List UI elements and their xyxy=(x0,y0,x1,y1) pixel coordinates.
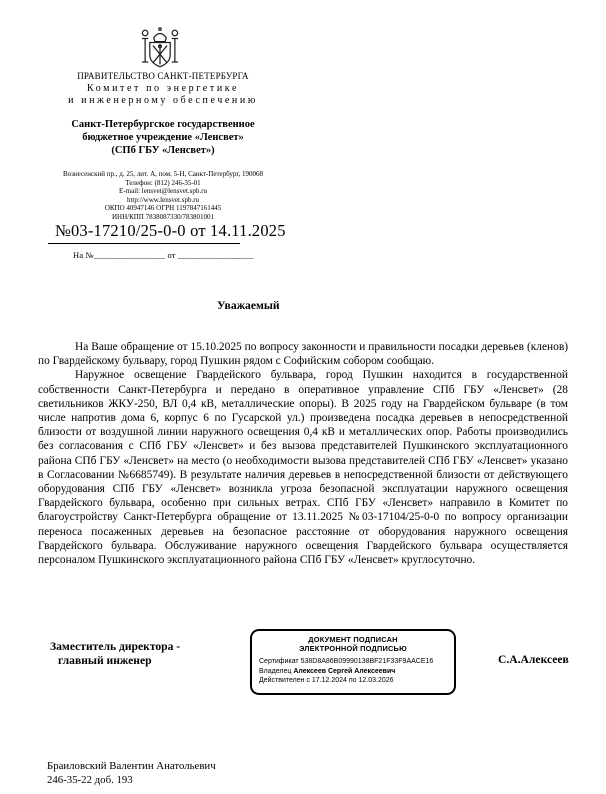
contact-address: Вознесенский пр., д. 25, лит. А, пом. 5-Н, Санкт-Петербург, 190068 xyxy=(63,170,263,178)
body-paragraph-1: На Ваше обращение от 15.10.2025 по вопросу законности и правильности посадки деревьев (кленов) по Гвардейскому бульвару, город Пушкин рядом с Софийским собором сообщаю. xyxy=(38,341,568,368)
contact-inn-kpp: ИНН/КПП 7838087330/783801001 xyxy=(111,212,215,221)
contact-phone: Телефон: (812) 246-35-01 xyxy=(125,178,201,187)
stamp-validity: Действителен с 17.12.2024 по 12.03.2026 xyxy=(259,677,394,684)
organization-name-line-2: бюджетное учреждение «Ленсвет» xyxy=(82,132,244,143)
body-paragraph-2: Наружное освещение Гвардейского бульвара, город Пушкин находится в государственной собственности Санкт-Петербурга и передано в оперативное управление СПб ГБУ «Ленсвет» (28 светильников ЖКУ-250, ВЛ 0,4 кВ, металлические опоры). В 2025 году на Гвардейском бульваре (в том числе напротив дома 6, корпус 6 по Гусарской ул.) произведена посадка деревьев в непосредственной близости от воздушной линии наружного освещения 0,4 кВ и металлических опор. Работы производились без согласования с СПб ГБУ «Ленсвет» и без вызова представителей Пушкинского эксплуатационного района СПб ГБУ «Ленсвет» на место (о необходимости вызова представителей СПб ГБУ «Ленсвет» указано в Согласовании №6685749). В результате наличия деревьев в непосредственной близости от действующего оборудования СПб ГБУ «Ленсвет» возникла угроза безопасной эксплуатации наружного освещения Гвардейского бульвара, особенно при сильных ветрах. СПб ГБУ «Ленсвет» направило в Комитет по благоустройству Санкт-Петербурга обращение от 13.11.2025 №03-17104/25-0-0 по вопросу организации переноса посаженных деревьев на безопасное расстояние от оборудования наружного освещения Гвардейского бульвара. Обслуживание наружного освещения Гвардейского бульвара осуществляется персоналом Пушкинского эксплуатационного района СПб ГБУ «Ленсвет» круглосуточно. xyxy=(38,369,568,567)
contact-okpo-ogrn: ОКПО 40947146 ОГРН 1197847161445 xyxy=(104,204,222,213)
stamp-owner-label: Владелец xyxy=(259,667,294,675)
committee-line-2: и инженерному обеспечению xyxy=(68,95,258,106)
executor-block xyxy=(47,759,216,787)
signer-position-line-2: главный инженер xyxy=(58,654,152,667)
government-line: ПРАВИТЕЛЬСТВО САНКТ-ПЕТЕРБУРГА xyxy=(77,71,249,81)
contact-website: http://www.lensvet.spb.ru xyxy=(126,195,200,204)
reply-to-line: На №________________ от _________________ xyxy=(73,250,254,260)
stamp-title xyxy=(252,636,454,653)
salutation: Уважаемый xyxy=(217,299,280,312)
stamp-owner xyxy=(259,667,454,676)
contact-block xyxy=(18,170,308,222)
organization-name-line-3: (СПб ГБУ «Ленсвет») xyxy=(111,145,215,156)
executor-phone: 246-35-22 доб. 193 xyxy=(47,774,133,787)
signer-name: С.А.Алексеев xyxy=(498,653,569,666)
stamp-title-line-2: ЭЛЕКТРОННОЙ ПОДПИСЬЮ xyxy=(299,643,407,653)
spb-coat-of-arms-icon xyxy=(135,26,185,73)
committee-line-1: Комитет по энергетике xyxy=(86,83,240,94)
signer-position xyxy=(50,640,180,668)
header-divider xyxy=(48,243,240,244)
letter-body xyxy=(38,340,568,567)
contact-email: E-mail: lensvet@lensvet.spb.ru xyxy=(119,187,207,196)
stamp-certificate: Сертификат 538D8A86B09990138BF21F33F9AACE16 xyxy=(259,658,434,666)
document-number: №03-17210/25-0-0 от 14.11.2025 xyxy=(55,221,286,240)
stamp-details xyxy=(252,657,454,685)
executor-name: Браиловский Валентин Анатольевич xyxy=(47,760,216,772)
stamp-owner-name: Алексеев Сергей Алексеевич xyxy=(293,667,396,675)
organization-name-line-1: Санкт-Петербургское государственное xyxy=(71,119,255,130)
electronic-signature-stamp xyxy=(250,629,456,695)
stamp-title-line-1: ДОКУМЕНТ ПОДПИСАН xyxy=(308,635,398,644)
signer-position-line-1: Заместитель директора - xyxy=(50,640,181,653)
